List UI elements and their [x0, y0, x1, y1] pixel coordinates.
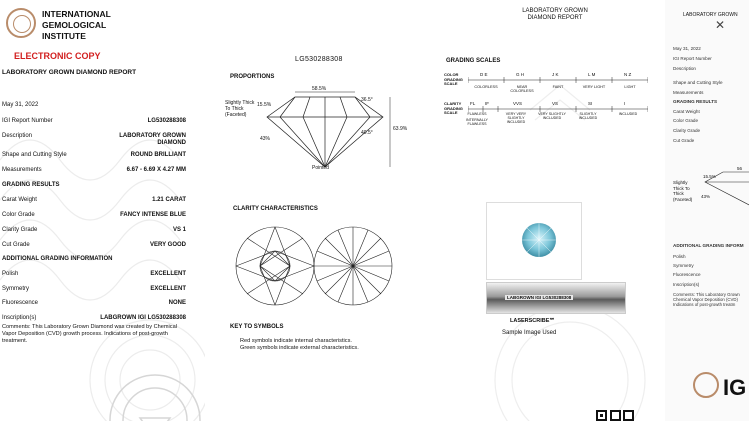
brand-name [42, 9, 111, 42]
color-grade: G H [516, 72, 525, 77]
color-scale-label: COLOR GRADING SCALE [444, 72, 463, 86]
clarity-grade: FL [470, 101, 476, 106]
next-page-preview [665, 0, 749, 421]
clarity-desc: SLIGHTLY INCLUDED [578, 112, 598, 120]
crown-angle: 36.5° [361, 97, 373, 103]
qr-code-icon [596, 410, 634, 421]
diamond-photo [486, 202, 582, 280]
strip-line: Shape and Cutting Style [673, 80, 723, 85]
comments-text: Comments: This Laboratory Grown Diamond was created by Chemical Vapor Deposition (CVD) growth process. Indications of post-growth treatment. [2, 324, 177, 344]
row-value: NONE [168, 300, 186, 306]
strip-line: Symmetry [673, 263, 694, 268]
pavilion-depth: 43% [260, 136, 271, 142]
igi-logo-icon [6, 8, 36, 38]
row-value: VERY GOOD [149, 242, 186, 248]
clarity-desc: VERY VERY SLIGHTLY INCLUDED [505, 112, 527, 124]
grading-results-title: GRADING RESULTS [2, 182, 60, 188]
row-label: Measurements [2, 167, 42, 173]
row-label: IGI Report Number [2, 118, 53, 124]
color-grade: D E [480, 72, 488, 77]
right-header-line: DIAMOND REPORT [527, 15, 583, 21]
row-value: 1.21 CARAT [152, 197, 186, 203]
report-middle-column [205, 0, 445, 421]
strip-line: Polish [673, 254, 686, 259]
row-value: LABORATORY GROWN DIAMOND [119, 133, 186, 146]
strip-line: Description [673, 66, 696, 71]
strip-line: Cut Grade [673, 138, 695, 143]
strip-line: Fluorescence [673, 272, 701, 277]
strip-line: Carat Weight [673, 109, 700, 114]
color-desc: COLORLESS [474, 85, 498, 89]
row-value: EXCELLENT [150, 286, 186, 292]
row-value: ROUND BRILLIANT [130, 152, 186, 158]
color-desc: VERY LIGHT [582, 85, 606, 89]
row-label: Cut Grade [2, 242, 30, 248]
row-value: LABGROWN IGI LG530288308 [100, 315, 186, 321]
watermark-pattern [0, 0, 205, 421]
right-header-line: LABORATORY GROWN [522, 8, 588, 14]
row-value: EXCELLENT [150, 271, 186, 277]
row-label: Symmetry [2, 286, 29, 292]
additional-grading-title: ADDITIONAL GRADING INFORMATION [2, 256, 113, 262]
clarity-desc: FLAWLESS [467, 112, 487, 116]
key-to-symbols-text [240, 338, 359, 352]
strip-header: LABORATORY GROWN [683, 12, 738, 18]
table-percent: 58.5% [312, 86, 327, 92]
color-desc: FAINT [552, 85, 564, 89]
row-value: 6.67 - 6.69 X 4.27 MM [126, 167, 186, 173]
row-value: FANCY INTENSE BLUE [120, 212, 186, 218]
report-number-header: LG530288308 [295, 56, 343, 63]
laserscribe-label: LASERSCRIBE℠ [510, 318, 556, 324]
clarity-grade: VVS [513, 101, 523, 106]
color-desc: NEAR COLORLESS [510, 85, 534, 93]
strip-line: GRADING RESULTS [673, 99, 718, 104]
strip-line: Measurements [673, 90, 704, 95]
color-desc: LIGHT [624, 85, 636, 89]
key-line-red: Red symbols indicate internal characteristics. [240, 338, 352, 344]
clarity-plot-diagram [235, 224, 395, 308]
pavilion-angle: 40.5° [361, 130, 373, 136]
strip-proportions-diagram [695, 164, 749, 214]
strip-line: May 31, 2022 [673, 46, 701, 51]
proportions-title: PROPORTIONS [230, 74, 275, 80]
clarity-desc: INCLUDED [618, 112, 638, 116]
culet-label: Pointed [312, 165, 329, 171]
strip-line: IGI Report Number [673, 56, 712, 61]
inscription-photo-text: LABGROWN IGI LG530288308 [507, 295, 572, 300]
strip-girdle: Slightly Thick To Thick (Faceted) [673, 180, 693, 202]
total-depth: 63.9% [393, 126, 408, 132]
row-value: VS 1 [172, 227, 186, 233]
row-label: Inscription(s) [2, 315, 37, 321]
clarity-grade: VS [552, 101, 559, 106]
diamond-photo-icon [487, 203, 583, 281]
igi-seal-watermark-icon [105, 360, 205, 421]
row-label: Clarity Grade [2, 227, 38, 233]
row-label: Carat Weight [2, 197, 37, 203]
clarity-characteristics-title: CLARITY CHARACTERISTICS [233, 206, 318, 212]
color-grade: J K [552, 72, 559, 77]
report-date: May 31, 2022 [2, 102, 39, 108]
report-right-column [440, 0, 670, 421]
key-to-symbols-title: KEY TO SYMBOLS [230, 324, 284, 330]
close-icon[interactable]: ✕ [715, 18, 726, 32]
clarity-grade: I [624, 101, 626, 106]
clarity-scale-label: CLARITY GRADING SCALE [444, 101, 463, 115]
igi-logo-icon [693, 372, 719, 398]
strip-brand: IG [723, 375, 747, 400]
row-value: LG530288308 [147, 118, 186, 124]
strip-line: Color Grade [673, 118, 699, 123]
clarity-desc: VERY SLIGHTLY INCLUDED [538, 112, 566, 120]
row-label: Polish [2, 271, 19, 277]
strip-table: 56 [737, 166, 743, 171]
strip-line: Inscription(s) [673, 282, 700, 287]
right-header [500, 8, 610, 22]
strip-crown-height: 15.5% [703, 174, 716, 179]
clarity-grade: IF [485, 101, 489, 106]
strip-pavilion-depth: 43% [701, 194, 711, 199]
brand-line: INSTITUTE [42, 31, 86, 41]
brand-line: INTERNATIONAL [42, 9, 111, 19]
strip-comments: Comments: This Laboratory Grown Chemical Vapor Deposition (CVD) Indications of post-growth treatm [673, 292, 740, 308]
report-left-column [0, 0, 205, 421]
clarity-desc: INTERNALLY FLAWLESS [466, 118, 488, 126]
row-label: Color Grade [2, 212, 35, 218]
color-grade: N Z [624, 72, 632, 77]
electronic-copy-label: ELECTRONIC COPY [14, 51, 101, 61]
inscription-photo [486, 282, 626, 314]
row-label: Description [2, 133, 33, 139]
sample-image-note: Sample Image Used [502, 330, 557, 336]
girdle-label: Slightly Thick To Thick (Faceted) [225, 100, 255, 118]
grading-scales-title: GRADING SCALES [446, 58, 501, 64]
crown-height: 15.5% [257, 102, 272, 108]
key-line-green: Green symbols indicate external characteristics. [240, 345, 359, 351]
strip-line: Clarity Grade [673, 128, 701, 133]
color-grade: L M [588, 72, 596, 77]
report-title: LABORATORY GROWN DIAMOND REPORT [2, 69, 137, 76]
strip-additional-title: ADDITIONAL GRADING INFORM [673, 243, 744, 248]
row-label: Fluorescence [2, 300, 39, 306]
brand-line: GEMOLOGICAL [42, 20, 107, 30]
clarity-grade: SI [588, 101, 593, 106]
row-label: Shape and Cutting Style [2, 152, 67, 158]
